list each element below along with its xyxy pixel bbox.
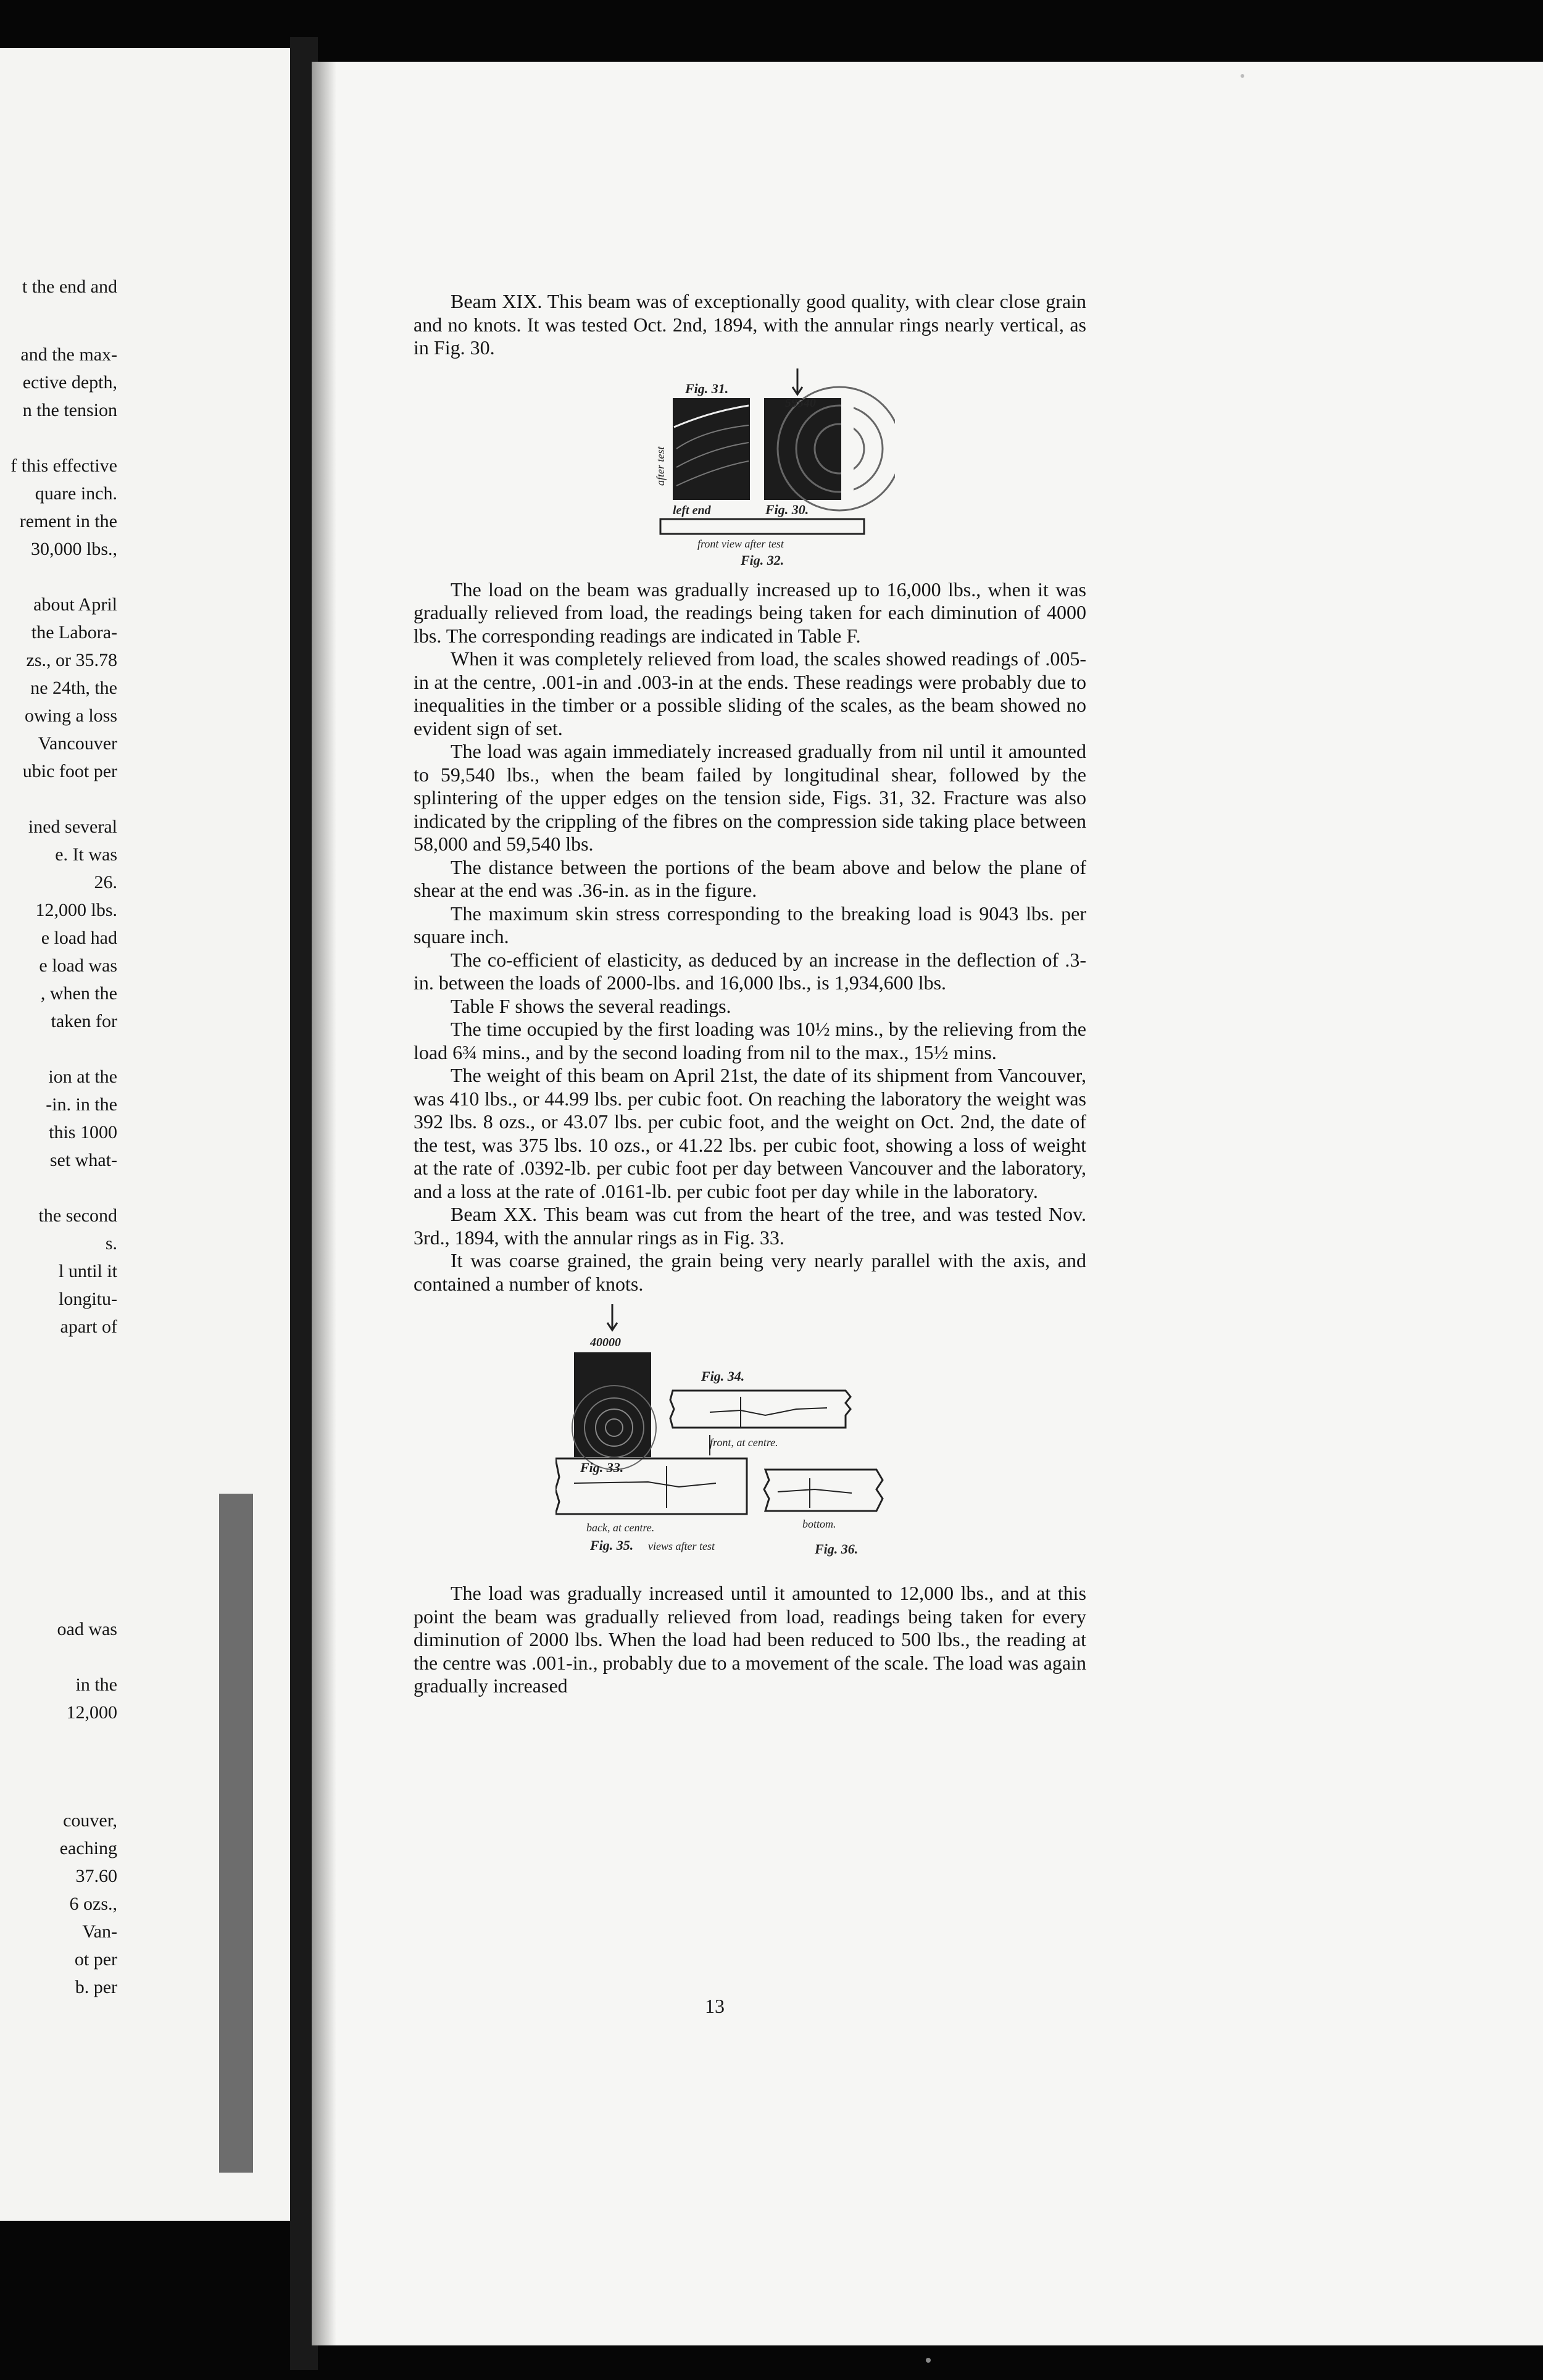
left-page-line: 6 ozs.,	[69, 1894, 117, 1914]
left-page-line: ot per	[74, 1949, 117, 1970]
left-page-line: and the max-	[20, 344, 117, 365]
left-page-line: Vancouver	[38, 733, 117, 754]
left-page-line: e load was	[39, 955, 117, 976]
paragraph-4: The distance between the portions of the beam above and below the plane of shear at the end was .36-in. as in the figure.	[414, 855, 1086, 901]
left-page-line: ubic foot per	[22, 761, 117, 781]
left-page-line: ective depth,	[22, 372, 117, 393]
left-page-line: t the end and	[22, 277, 117, 297]
scan-speck	[1241, 74, 1244, 78]
left-page-line: longitu-	[59, 1289, 117, 1309]
right-page-text-column	[414, 290, 1086, 1698]
left-page-gutter-shadow	[219, 1494, 253, 2173]
paragraph-8: The time occupied by the first loading was 10½ mins., by the relieving from the load 6¾ mins., and by the second loading from nil to the max., 15½ mins.	[414, 1018, 1086, 1063]
left-page-line: e load had	[41, 928, 117, 948]
left-page-line: 37.60	[75, 1866, 117, 1886]
figure-group-fig30-32	[636, 368, 895, 572]
left-page-line: quare inch.	[35, 483, 117, 504]
left-page-line: apart of	[60, 1317, 117, 1337]
left-page-line: eaching	[59, 1838, 117, 1858]
paragraph-2: When it was completely relieved from load, the scales showed readings of .005-in at the centre, .001-in and .003-in at the ends. These readings were probably due to inequalities in the timber or a possible sliding of the scales, as the beam showed no evident sign of set.	[414, 647, 1086, 739]
left-page-line: in the	[75, 1675, 117, 1695]
fig31-label: Fig. 31.	[685, 380, 729, 396]
fig34-label: Fig. 34.	[701, 1368, 745, 1384]
paragraph-1: The load on the beam was gradually increased up to 16,000 lbs., when it was gradually relieved from load, the readings being taken for each diminution of 4000 lbs. The corresponding readings are indicated in Table F.	[414, 578, 1086, 647]
left-page-line: zs., or 35.78	[26, 650, 117, 670]
left-page-line: Van-	[82, 1921, 117, 1942]
left-page-line: ined several	[28, 817, 117, 837]
left-page-line: this 1000	[49, 1122, 117, 1142]
left-page-line: taken for	[51, 1011, 117, 1031]
left-page-line: ion at the	[48, 1067, 117, 1087]
fig33-end-view	[572, 1352, 656, 1470]
fig34-beam-front	[670, 1391, 851, 1428]
fig32-label: Fig. 32.	[741, 552, 784, 568]
views-after-test-label: views after test	[648, 1540, 715, 1552]
left-page-line: , when the	[40, 983, 117, 1004]
fig36-label: Fig. 36.	[815, 1541, 859, 1557]
left-page-line: couver,	[63, 1810, 117, 1831]
right-page-gutter-shadow	[312, 62, 336, 2345]
left-page-line: oad was	[57, 1619, 117, 1639]
left-page-line: about April	[33, 594, 117, 615]
fig31-after-test	[673, 398, 750, 500]
front-centre-label: front, at centre.	[710, 1436, 778, 1449]
bottom-label: bottom.	[802, 1518, 836, 1530]
paragraph-6: The co-efficient of elasticity, as deduced by an increase in the deflection of .3-in. between the loads of 2000-lbs. and 16,000 lbs., is 1,934,600 lbs.	[414, 948, 1086, 994]
left-page-line: 12,000 lbs.	[35, 900, 117, 920]
page-number: 13	[705, 1995, 725, 2017]
paragraph-final: The load was gradually increased until it amounted to 12,000 lbs., and at this point the beam was gradually relieved from load, readings being taken for every diminution of 2000 lbs. When the load had been reduced to 500 lbs., the reading at the centre was .001-in., probably due to a movement of the scale. The load was again gradually increased	[414, 1582, 1086, 1697]
paragraph-11: It was coarse grained, the grain being very nearly parallel with the axis, and contained a number of knots.	[414, 1249, 1086, 1295]
left-page-line: l until it	[58, 1261, 117, 1281]
left-page-line: b. per	[75, 1977, 117, 1997]
paragraph-9: The weight of this beam on April 21st, the date of its shipment from Vancouver, was 410 lbs., or 44.99 lbs. per cubic foot. On reaching the laboratory the weight was 392 lbs. 8 ozs., or 43.07 lbs. per cubic foot, and the weight on Oct. 2nd, the date of the test, was 375 lbs. 10 ozs., or 41.22 lbs. per cubic foot, showing a loss of weight at the rate of .0392-lb. per cubic foot per day between Vancouver and the laboratory, and a loss at the rate of .0161-lb. per cubic foot per day while in the laboratory.	[414, 1064, 1086, 1202]
left-page-line: 12,000	[66, 1702, 117, 1723]
fig30-end-view	[764, 387, 895, 510]
beam-xix-intro: Beam XIX. This beam was of exceptionally good quality, with clear close grain and no knots. It was tested Oct. 2nd, 1894, with the annular rings nearly vertical, as in Fig. 30.	[414, 290, 1086, 359]
load-label-2: 40000	[590, 1336, 621, 1349]
fig32-beam-front-view	[660, 519, 864, 534]
left-page-line: ne 24th, the	[30, 678, 117, 698]
load-label: 59540	[785, 396, 816, 410]
fig30-label: Fig. 30.	[765, 501, 809, 517]
left-page-line: rement in the	[19, 511, 117, 531]
left-page-line: -in. in the	[46, 1094, 117, 1115]
fig35-label: Fig. 35.	[590, 1537, 634, 1553]
left-page-line: owing a loss	[25, 705, 117, 726]
left-page-line: e. It was	[55, 844, 117, 865]
paragraph-3: The load was again immediately increased gradually from nil until it amounted to 59,540 lbs., when the beam failed by longitudinal shear, followed by the splintering of the upper edges on the tension side, Figs. 31, 32. Fracture was also indicated by the crippling of the fibres on the compression side taking place between 58,000 and 59,540 lbs.	[414, 740, 1086, 855]
back-centre-label: back, at centre.	[586, 1521, 655, 1534]
figure-group-fig33-36	[555, 1304, 901, 1576]
left-end-label: left end	[673, 503, 711, 517]
left-page-line: f this effective	[10, 456, 117, 476]
left-page-line: n the tension	[22, 400, 117, 420]
scan-speck	[926, 2358, 931, 2363]
paragraph-10: Beam XX. This beam was cut from the heart of the tree, and was tested Nov. 3rd., 1894, with the annular rings as in Fig. 33.	[414, 1203, 1086, 1249]
front-view-label: front view after test	[697, 537, 784, 550]
left-page-line: the second	[38, 1205, 117, 1226]
paragraph-7: Table F shows the several readings.	[451, 994, 731, 1017]
left-page-line: the Labora-	[31, 622, 117, 643]
fig33-label: Fig. 33.	[580, 1460, 624, 1475]
after-test-label: after test	[654, 446, 667, 486]
left-page-line: set what-	[49, 1150, 117, 1170]
left-page-line: 30,000 lbs.,	[30, 539, 117, 559]
paragraph-5: The maximum skin stress corresponding to the breaking load is 9043 lbs. per square inch.	[414, 902, 1086, 947]
left-page-line: 26.	[94, 872, 117, 892]
left-page-line: s.	[105, 1233, 117, 1254]
